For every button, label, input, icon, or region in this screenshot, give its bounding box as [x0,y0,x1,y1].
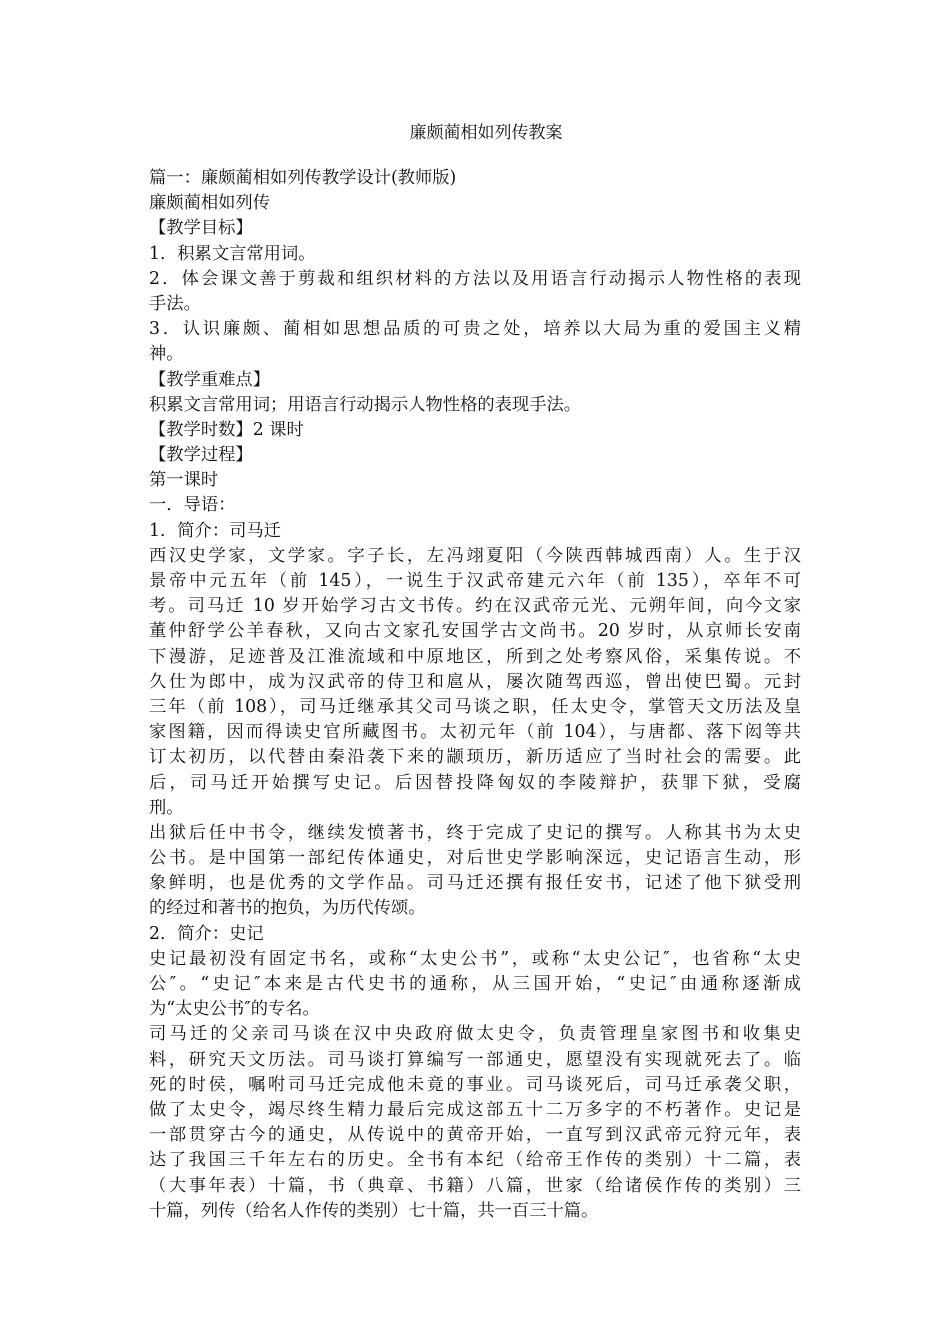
text-line: 料，研究天文历法。司马谈打算编写一部通史，愿望没有实现就死去了。临 [149,1049,801,1070]
text-line: 下漫游，足迹普及江淮流域和中原地区，所到之处考察风俗，采集传说。不 [149,646,801,667]
text-line: 【教学过程】 [149,445,253,466]
text-line: 一部贯穿古今的通史，从传说中的黄帝开始，一直写到汉武帝元狩元年，表 [149,1125,801,1146]
text-line: 【教学时数】2 课时 [149,419,304,440]
text-line: 2．简介：史记 [149,923,264,944]
text-line: 【教学重难点】 [149,369,270,390]
text-line: 公书。是中国第一部纪传体通史，对后世史学影响深远，史记语言生动，形 [149,848,801,869]
text-line: 手法。 [149,293,201,314]
text-line: 1．简介：司马迁 [149,520,281,541]
document-title: 廉颇蔺相如列传教案 [409,123,563,143]
text-line: 2．体会课文善于剪裁和组织材料的方法以及用语言行动揭示人物性格的表现 [149,268,801,289]
text-line: 西汉史学家，文学家。字子长，左冯翊夏阳（今陕西韩城西南）人。生于汉 [149,545,801,566]
text-line: 为“太史公书″的专名。 [149,999,320,1020]
text-line: 做了太史令，竭尽终生精力最后完成这部五十二万多字的不朽著作。史记是 [149,1099,801,1120]
text-line: 一．导语： [149,495,236,516]
text-line: （大事年表）十篇，书（典章、书籍）八篇，世家（给诸侯作传的类别）三 [149,1175,801,1196]
text-line: 第一课时 [149,470,219,491]
text-line: 后，司马迁开始撰写史记。后因替投降匈奴的李陵辩护，获罪下狱，受腐 [149,772,801,793]
text-line: 史记最初没有固定书名，或称“太史公书”，或称“太史公记″，也省称“太史 [149,948,801,969]
document-body [149,166,801,1224]
text-line: 刑。 [149,797,184,818]
text-line: 积累文言常用词；用语言行动揭示人物性格的表现手法。 [149,394,582,415]
text-line: 久仕为郎中，成为汉武帝的侍卫和扈从，屡次随驾西巡，曾出使巴蜀。元封 [149,671,801,692]
text-line: 【教学目标】 [149,218,253,239]
text-line: 司马迁的父亲司马谈在汉中央政府做太史令，负责管理皇家图书和收集史 [149,1024,801,1045]
text-line: 家图籍，因而得读史官所藏图书。太初元年（前 104），与唐都、落下闳等共 [149,722,801,743]
text-line: 1．积累文言常用词。 [149,243,316,264]
text-line: 公″。“史记″本来是古代史书的通称，从三国开始，“史记″由通称逐渐成 [149,974,801,994]
document-page [149,120,801,1224]
text-line: 篇一：廉颇蔺相如列传教学设计(教师版) [149,168,457,188]
text-line: 廉颇蔺相如列传 [149,193,270,214]
text-line: 象鲜明，也是优秀的文学作品。司马迁还撰有报任安书，记述了他下狱受刑 [149,873,801,894]
text-line: 考。司马迁 10 岁开始学习古文书传。约在汉武帝元光、元朔年间，向今文家 [149,596,801,617]
text-line: 死的时侯，嘱咐司马迁完成他未竟的事业。司马谈死后，司马迁承袭父职， [149,1074,801,1095]
text-line: 出狱后任中书令，继续发愤著书，终于完成了史记的撰写。人称其书为太史 [149,822,801,843]
text-line: 董仲舒学公羊春秋，又向古文家孔安国学古文尚书。20 岁时，从京师长安南 [149,621,801,642]
text-line: 十篇，列传（给名人作传的类别）七十篇，共一百三十篇。 [149,1200,599,1221]
text-line: 达了我国三千年左右的历史。全书有本纪（给帝王作传的类别）十二篇，表 [149,1150,801,1171]
text-line: 神。 [149,344,184,365]
text-line: 景帝中元五年（前 145），一说生于汉武帝建元六年（前 135），卒年不可 [149,571,801,591]
text-line: 三年（前 108），司马迁继承其父司马谈之职，任太史令，掌管天文历法及皇 [149,696,801,717]
text-line: 3．认识廉颇、蔺相如思想品质的可贵之处，培养以大局为重的爱国主义精 [149,319,801,340]
text-line: 订太初历，以代替由秦沿袭下来的颛顼历，新历适应了当时社会的需要。此 [149,747,801,768]
text-line: 的经过和著书的抱负，为历代传颂。 [149,898,426,919]
